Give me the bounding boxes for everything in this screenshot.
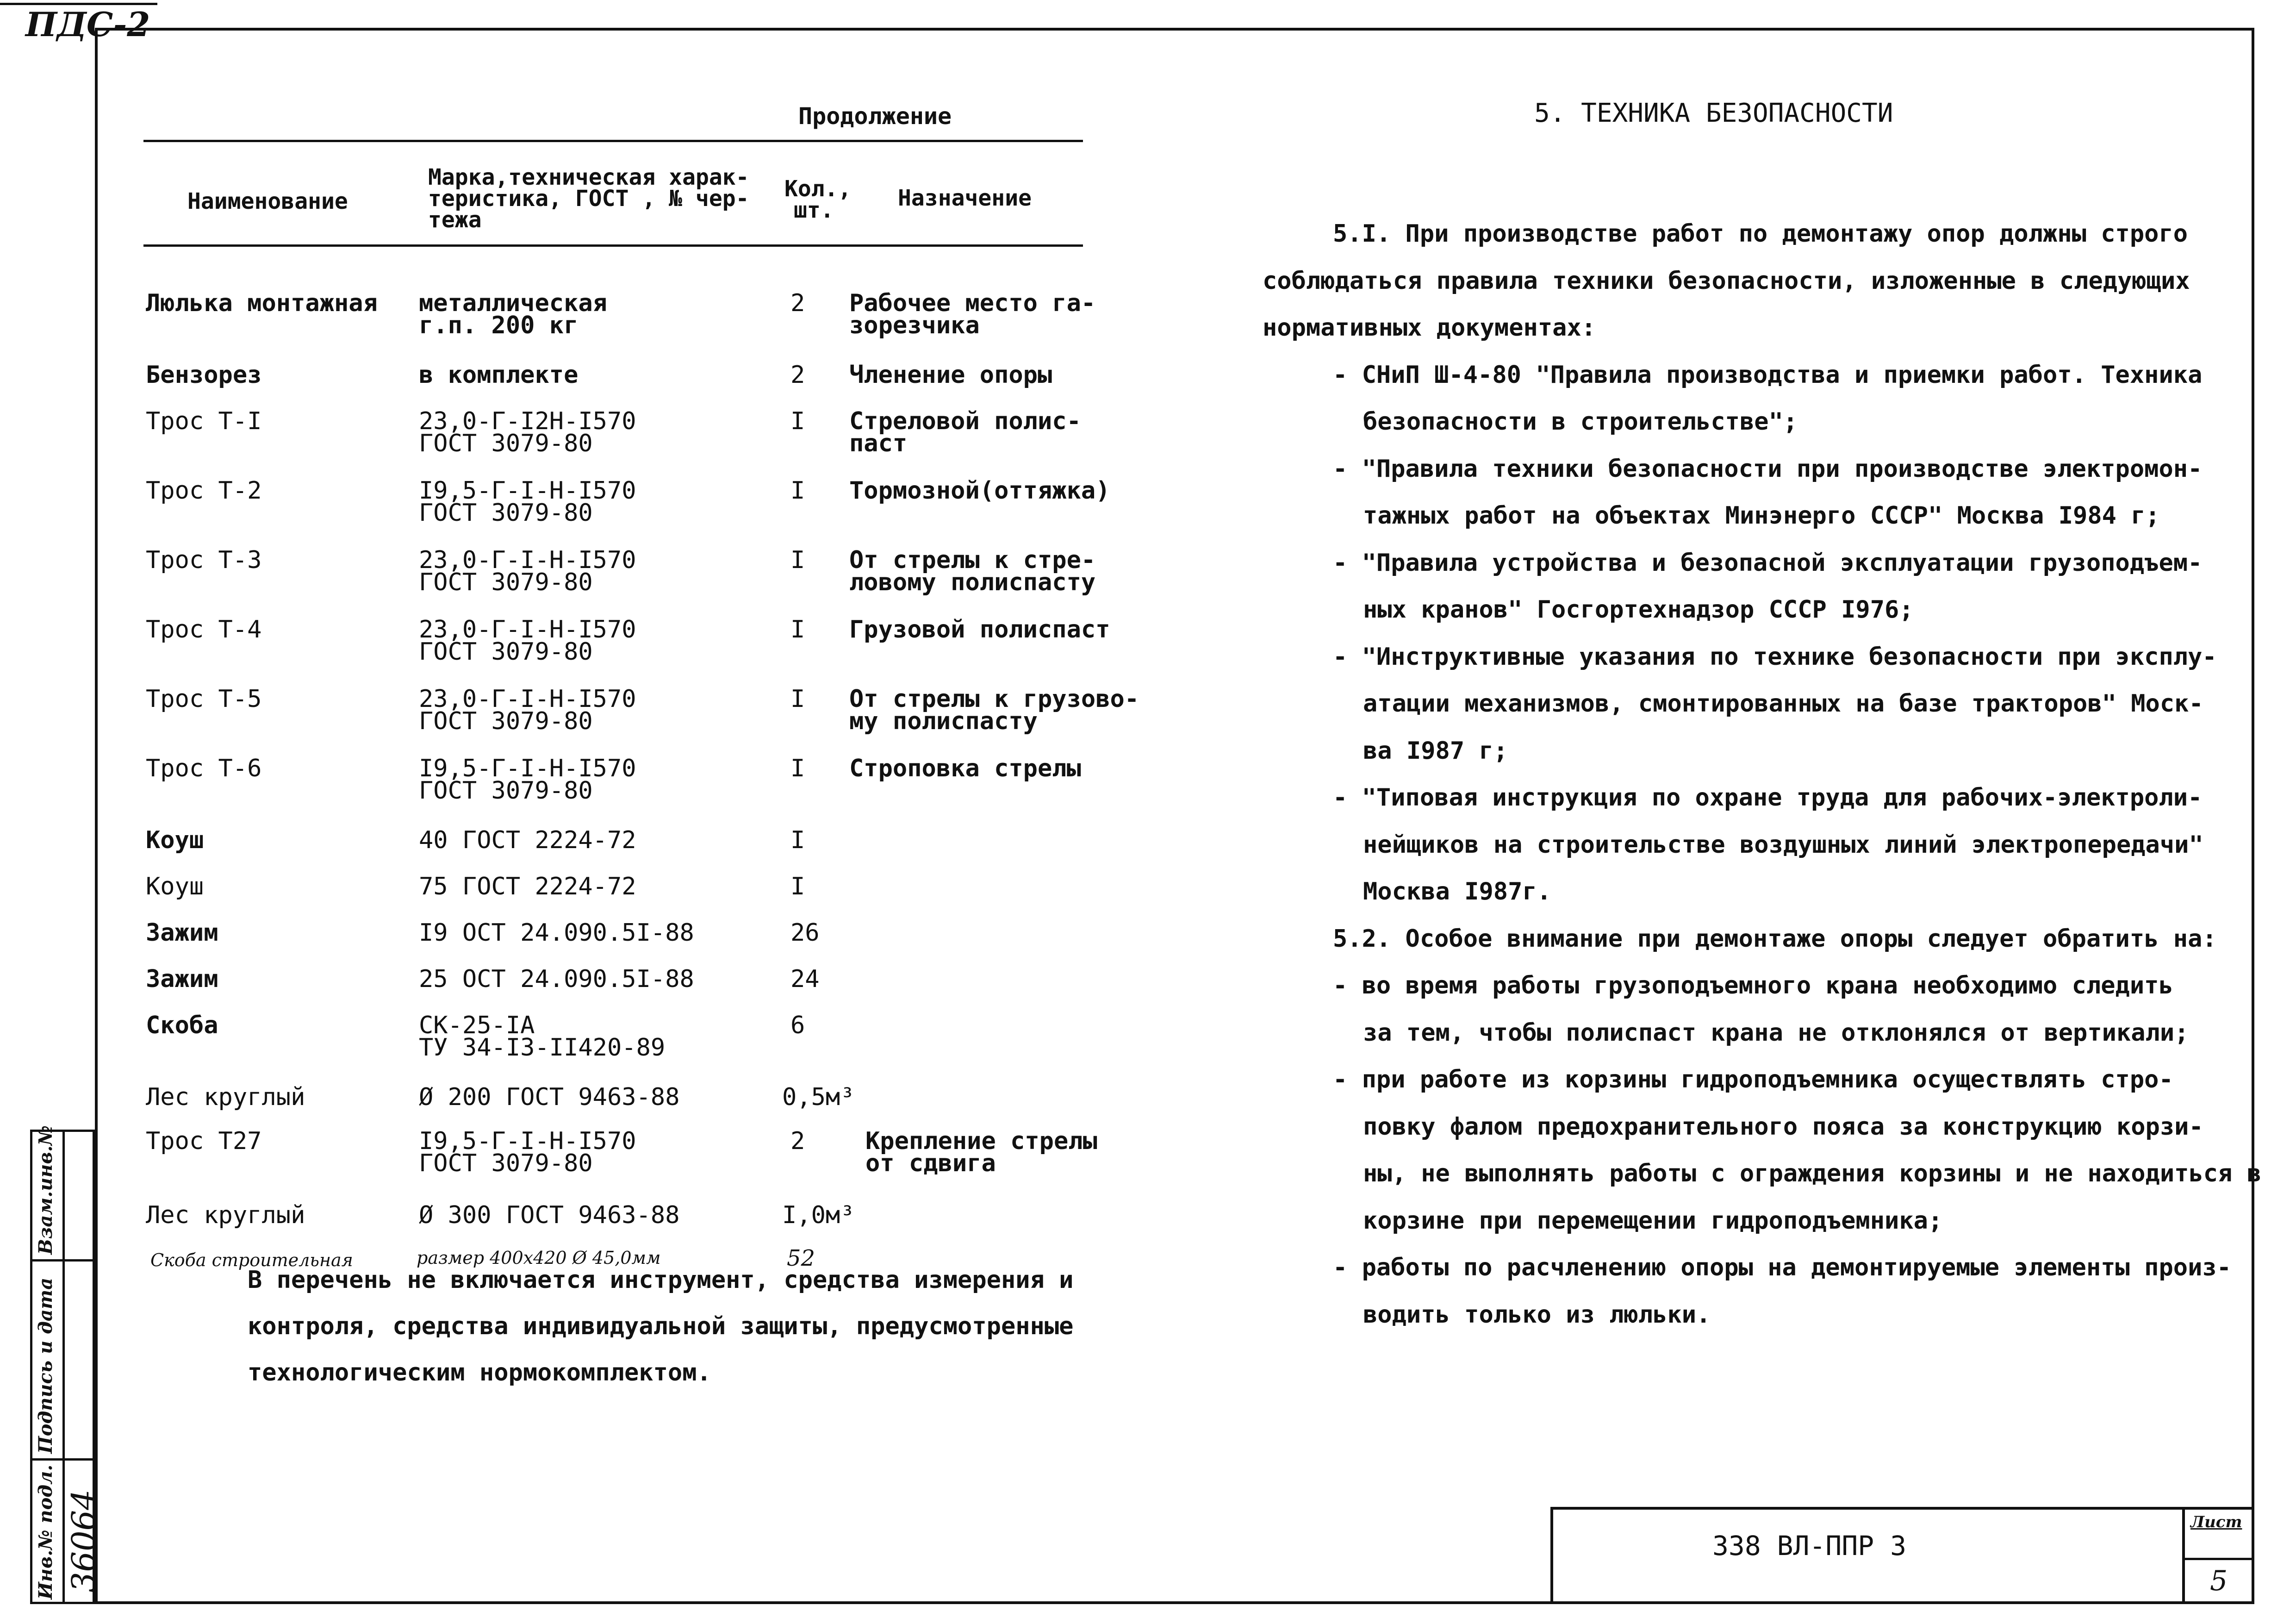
row-qty: 6 — [790, 1012, 805, 1039]
row-purpose: Членение опоры — [849, 361, 1052, 389]
safety-line: 5.I. При производстве работ по демонтажу опор должны строго — [1333, 220, 2188, 248]
row-qty: 2 — [790, 361, 805, 389]
row-mark: ГОСТ 3079-80 — [419, 499, 593, 527]
note-line-2: контроля, средства индивидуальной защиты, предусмотренные — [248, 1312, 1074, 1340]
safety-line: нейщиков на строительстве воздушных линий электропередачи" — [1363, 831, 2203, 859]
side-stamp-rule-2 — [30, 1458, 95, 1461]
row-mark: I9,5-Г-I-Н-I570 — [419, 755, 636, 782]
safety-line: - СНиП Ш-4-80 "Правила производства и приемки работ. Техника — [1333, 361, 2203, 389]
row-qty: I — [790, 755, 805, 782]
row-mark: ГОСТ 3079-80 — [419, 568, 593, 596]
row-purpose: ловому полиспасту — [849, 568, 1096, 596]
side-label-signature: Подпись и дата — [35, 1277, 56, 1454]
row-mark: I9 ОСТ 24.090.5I-88 — [419, 919, 694, 947]
row-mark: Ø 300 ГОСТ 9463-88 — [419, 1201, 680, 1229]
row-mark: I9,5-Г-I-Н-I570 — [419, 477, 636, 505]
row-purpose: Грузовой полиспаст — [849, 616, 1110, 643]
handwritten-mark: размер 400х420 Ø 45,0мм — [417, 1248, 661, 1268]
row-mark: СК-25-IА — [419, 1012, 535, 1039]
row-qty: 24 — [790, 965, 820, 993]
row-name: Трос Т27 — [146, 1127, 262, 1155]
header-purpose: Назначение — [898, 185, 1032, 211]
row-purpose: Рабочее место га- — [849, 289, 1096, 317]
safety-line: соблюдаться правила техники безопасности, изложенные в следующих — [1263, 267, 2190, 295]
row-purpose: От стрелы к стре- — [849, 546, 1096, 574]
row-mark: ГОСТ 3079-80 — [419, 1149, 593, 1177]
safety-line: ных кранов" Госгортехнадзор СССР I976; — [1363, 596, 1914, 624]
row-purpose: от сдвига — [865, 1149, 996, 1177]
row-qty: I — [790, 477, 805, 505]
handwritten-name: Скоба строительная — [150, 1250, 353, 1270]
row-name: Трос Т-6 — [146, 755, 262, 782]
note-line-1: В перечень не включается инструмент, средства измерения и — [248, 1266, 1074, 1294]
row-mark: 23,0-Г-I-Н-I570 — [419, 685, 636, 713]
row-qty: 2 — [790, 1127, 805, 1155]
row-name: Трос Т-2 — [146, 477, 262, 505]
header-mark: Марка,техническая харак- теристика, ГОСТ , № чер- тежа — [428, 164, 749, 233]
section-title: 5. ТЕХНИКА БЕЗОПАСНОСТИ — [1534, 98, 1893, 128]
row-qty: I — [790, 826, 805, 854]
safety-line: водить только из люльки. — [1363, 1300, 1711, 1329]
row-purpose: От стрелы к грузово- — [849, 685, 1139, 713]
row-purpose: Крепление стрелы — [865, 1127, 1097, 1155]
row-qty: 2 — [790, 289, 805, 317]
row-name: Трос Т-4 — [146, 616, 262, 643]
row-mark: ГОСТ 3079-80 — [419, 777, 593, 805]
safety-line: тажных работ на объектах Минэнерго СССР" Москва I984 г; — [1363, 502, 2160, 530]
row-qty: I — [790, 407, 805, 435]
safety-line: 5.2. Особое внимание при демонтаже опоры следует обратить на: — [1333, 924, 2217, 953]
row-purpose: Стреловой полис- — [849, 407, 1081, 435]
safety-line: повку фалом предохранительного пояса за конструкцию корзи- — [1363, 1112, 2203, 1141]
row-mark: ГОСТ 3079-80 — [419, 638, 593, 666]
row-qty: I — [790, 873, 805, 900]
row-name: Зажим — [146, 965, 218, 993]
header-name: Наименование — [187, 188, 348, 214]
row-mark: металлическая — [419, 289, 607, 317]
safety-line: - "Правила устройства и безопасной эксплуатации грузоподъем- — [1333, 549, 2203, 577]
row-name: Лес круглый — [146, 1201, 305, 1229]
row-qty: I — [790, 685, 805, 713]
row-qty: 0,5м³ — [782, 1083, 855, 1111]
row-name: Коуш — [146, 873, 204, 900]
header-qty: Кол., шт. — [784, 176, 852, 223]
row-purpose: паст — [849, 430, 908, 457]
row-name: Скоба — [146, 1012, 218, 1039]
row-mark: 23,0-Г-I-Н-I570 — [419, 546, 636, 574]
side-stamp-rule-1 — [30, 1259, 95, 1262]
inventory-number: 36064 — [65, 1489, 103, 1593]
sheet-number: 5 — [2210, 1565, 2228, 1597]
safety-line: атации механизмов, смонтированных на базе тракторов" Моск- — [1363, 690, 2203, 718]
safety-line: ва I987 г; — [1363, 737, 1508, 765]
row-qty: 26 — [790, 919, 820, 947]
safety-line: - "Типовая инструкция по охране труда для рабочих-электроли- — [1333, 784, 2203, 812]
note-line-3: технологическим нормокомплектом. — [248, 1359, 711, 1387]
row-mark: 23,0-Г-I-Н-I570 — [419, 616, 636, 643]
row-purpose: Строповка стрелы — [849, 755, 1081, 782]
safety-line: безопасности в строительстве"; — [1363, 408, 1798, 436]
continuation-label: Продолжение — [798, 103, 952, 130]
safety-line: - "Правила техники безопасности при производстве электромон- — [1333, 455, 2203, 483]
safety-line: за тем, чтобы полиспаст крана не отклонялся от вертикали; — [1363, 1018, 2189, 1047]
corner-note: ПДС-2 — [25, 5, 150, 44]
row-mark: г.п. 200 кг — [419, 312, 579, 339]
row-mark: 25 ОСТ 24.090.5I-88 — [419, 965, 694, 993]
row-name: Трос Т-I — [146, 407, 262, 435]
table-top-rule — [143, 140, 1083, 142]
row-name: Зажим — [146, 919, 218, 947]
row-mark: ГОСТ 3079-80 — [419, 430, 593, 457]
row-mark: Ø 200 ГОСТ 9463-88 — [419, 1083, 680, 1111]
row-mark: 40 ГОСТ 2224-72 — [419, 826, 636, 854]
side-label-replacement: Взам.инв.№ — [35, 1125, 56, 1255]
safety-line: - "Инструктивные указания по технике безопасности при эксплу- — [1333, 643, 2217, 671]
sheet-divider — [2182, 1558, 2254, 1560]
row-purpose: му полиспасту — [849, 707, 1038, 735]
table-header-rule — [143, 244, 1083, 247]
row-name: Лес круглый — [146, 1083, 305, 1111]
side-label-inventory: Инв.№ подл. — [35, 1464, 56, 1599]
row-qty: I — [790, 616, 805, 643]
row-name: Коуш — [146, 826, 204, 854]
row-mark: в комплекте — [419, 361, 579, 389]
row-mark: 23,0-Г-I2Н-I570 — [419, 407, 636, 435]
row-purpose: Тормозной(оттяжка) — [849, 477, 1110, 505]
row-mark: ТУ 34-I3-II420-89 — [419, 1034, 666, 1062]
row-qty: I,0м³ — [782, 1201, 855, 1229]
safety-line: - при работе из корзины гидроподъемника осуществлять стро- — [1333, 1066, 2173, 1093]
row-name: Трос Т-3 — [146, 546, 262, 574]
row-mark: 75 ГОСТ 2224-72 — [419, 873, 636, 900]
document-code: 338 ВЛ-ППР 3 — [1712, 1530, 1907, 1562]
handwritten-qty: 52 — [787, 1245, 815, 1271]
row-mark: ГОСТ 3079-80 — [419, 707, 593, 735]
safety-line: корзине при перемещении гидроподъемника; — [1363, 1206, 1943, 1235]
safety-line: ны, не выполнять работы с ограждения корзины и не находиться в — [1363, 1160, 2262, 1187]
row-name: Трос Т-5 — [146, 685, 262, 713]
safety-line: - работы по расчленению опоры на демонтируемые элементы произ- — [1333, 1254, 2232, 1281]
safety-line: - во время работы грузоподъемного крана необходимо следить — [1333, 972, 2173, 999]
row-name: Бензорез — [146, 361, 262, 389]
row-purpose: зорезчика — [849, 312, 980, 339]
sheet-label: Лист — [2190, 1513, 2242, 1531]
row-qty: I — [790, 546, 805, 574]
safety-line: нормативных документах: — [1263, 314, 1596, 342]
row-mark: I9,5-Г-I-Н-I570 — [419, 1127, 636, 1155]
safety-line: Москва I987г. — [1363, 878, 1551, 906]
row-name: Люлька монтажная — [146, 289, 378, 317]
